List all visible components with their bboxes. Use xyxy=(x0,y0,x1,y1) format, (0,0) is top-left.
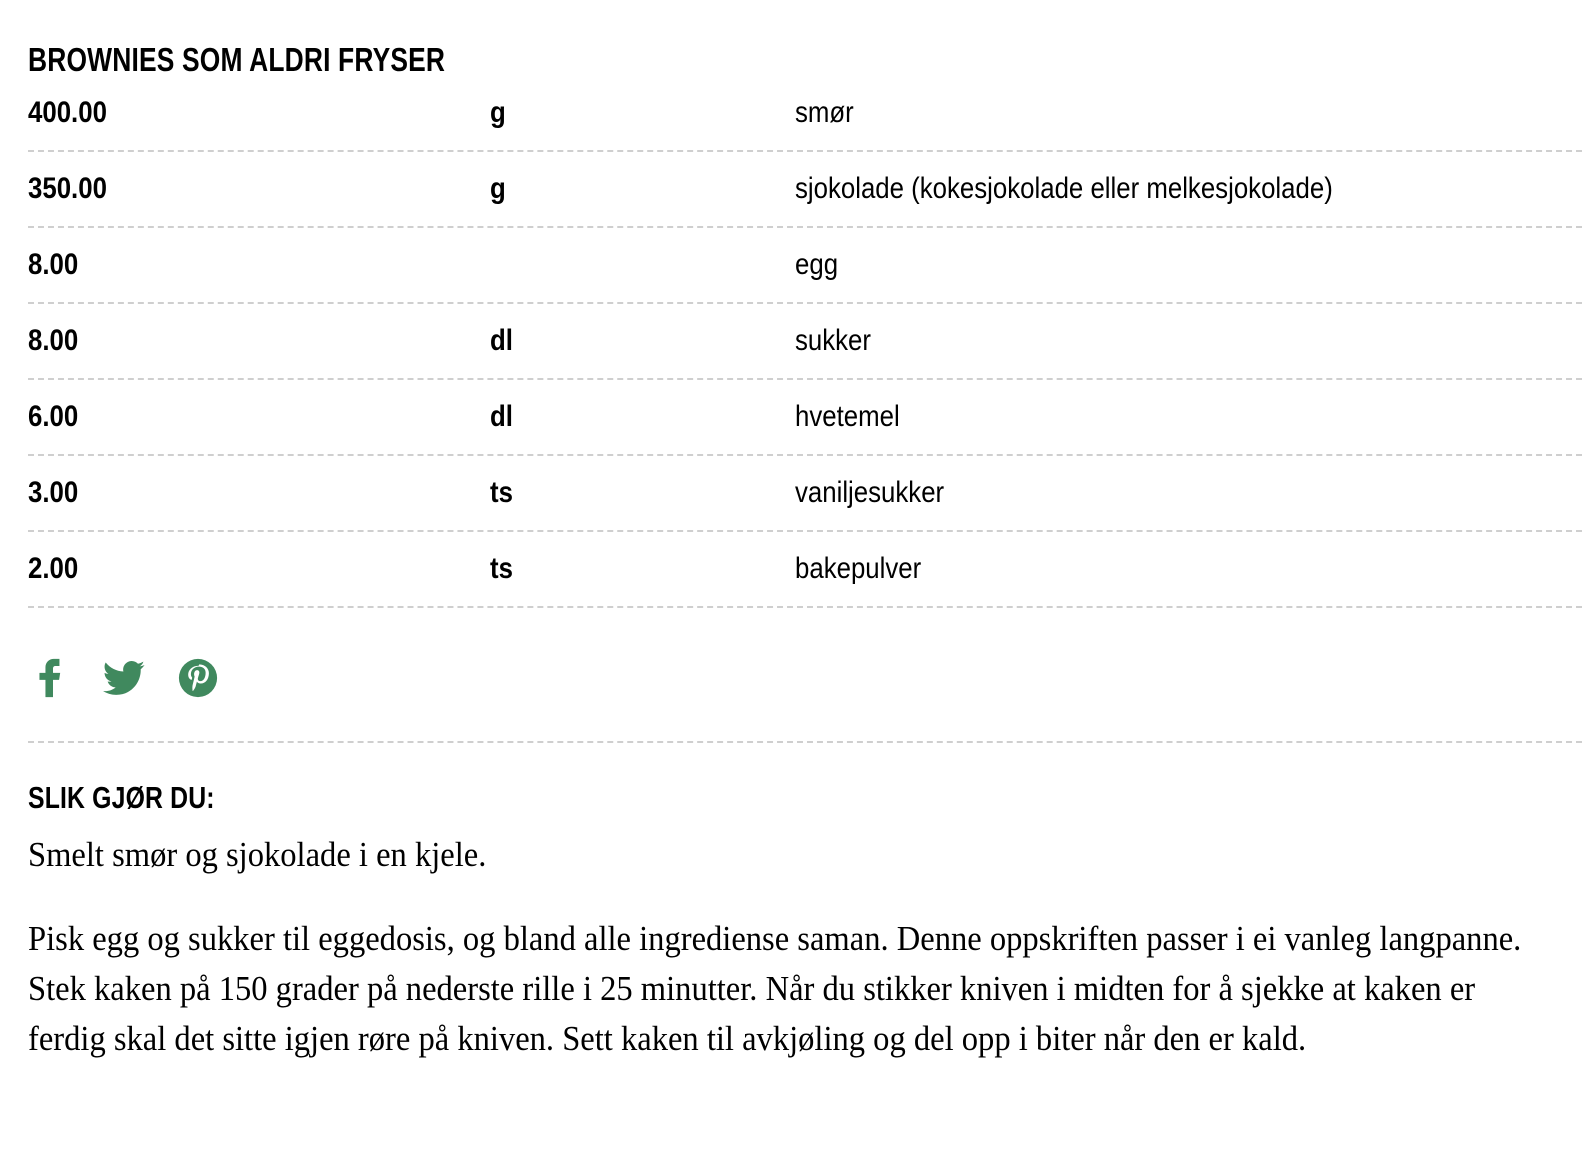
ingredient-name: smør xyxy=(795,96,854,129)
method-paragraph: Pisk egg og sukker til eggedosis, og bland alle ingrediense saman. Denne oppskriften passer i ei vanleg langpanne. Stek kaken på 150 grader på nederste rille i 25 minutter. Når du stikker kniven i midten for å sjekke at kaken er ferdig skal det sitte igjen røre på kniven. Sett kaken til avkjøling og del opp i biter når den er kald. xyxy=(28,919,1522,1058)
ingredient-unit: dl xyxy=(490,324,513,357)
ingredient-quantity: 6.00 xyxy=(28,400,79,433)
method-heading: SLIK GJØR DU: xyxy=(28,780,215,815)
ingredient-unit: ts xyxy=(490,476,513,509)
ingredient-name: bakepulver xyxy=(795,552,922,585)
ingredient-row xyxy=(28,532,1582,608)
ingredient-quantity: 350.00 xyxy=(28,172,107,205)
ingredient-name: sjokolade (kokesjokolade eller melkesjokolade) xyxy=(795,172,1333,205)
ingredient-name: vaniljesukker xyxy=(795,476,945,509)
ingredient-row xyxy=(28,152,1582,228)
twitter-icon[interactable] xyxy=(102,656,146,700)
method-paragraphs xyxy=(28,830,1558,1064)
facebook-icon[interactable] xyxy=(28,656,72,700)
ingredient-row xyxy=(28,304,1582,380)
share-bar xyxy=(28,615,1582,743)
ingredient-row xyxy=(28,228,1582,304)
method-section xyxy=(28,780,1558,1064)
method-paragraph: Smelt smør og sjokolade i en kjele. xyxy=(28,835,487,874)
ingredient-quantity: 3.00 xyxy=(28,476,79,509)
ingredient-quantity: 2.00 xyxy=(28,552,79,585)
ingredient-unit: g xyxy=(490,172,506,205)
ingredient-quantity: 8.00 xyxy=(28,248,79,281)
ingredient-unit: dl xyxy=(490,400,513,433)
ingredient-unit: g xyxy=(490,96,506,129)
ingredients-table xyxy=(0,76,1582,608)
ingredient-quantity: 400.00 xyxy=(28,96,107,129)
ingredient-name: sukker xyxy=(795,324,871,357)
page-title: BROWNIES SOM ALDRI FRYSER xyxy=(28,41,446,79)
pinterest-icon[interactable] xyxy=(176,656,220,700)
ingredient-name: egg xyxy=(795,248,839,281)
ingredient-row xyxy=(28,380,1582,456)
ingredient-row xyxy=(28,456,1582,532)
ingredient-quantity: 8.00 xyxy=(28,324,79,357)
ingredient-unit: ts xyxy=(490,552,513,585)
ingredient-name: hvetemel xyxy=(795,400,900,433)
ingredient-row xyxy=(28,76,1582,152)
